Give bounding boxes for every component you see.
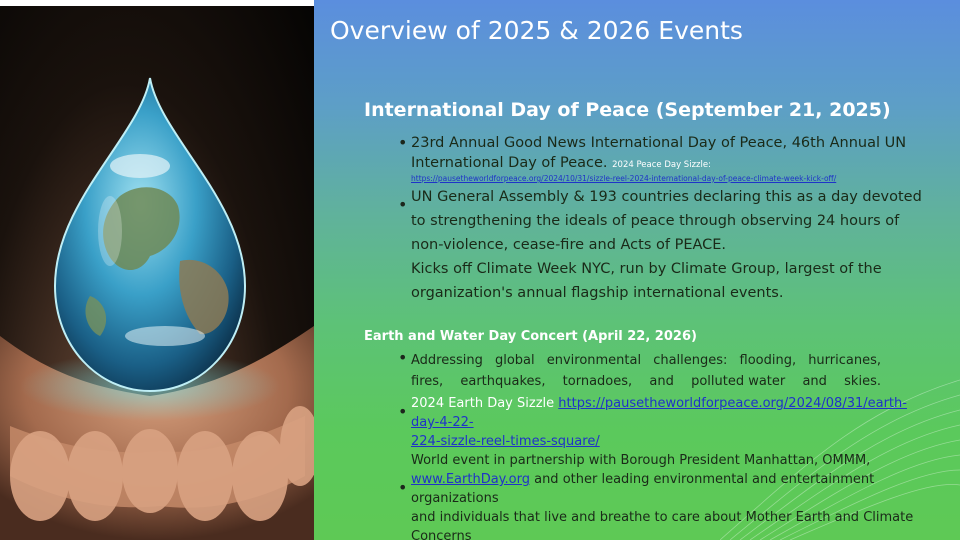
peace-sizzle-link[interactable]: https://pausetheworldforpeace.org/2024/10/31/sizzle-reel-2024-international-day-of-peace-climate-week-kick-off/ xyxy=(411,174,837,183)
word: hurricanes, xyxy=(808,353,881,368)
bullet xyxy=(398,360,406,368)
earth-day-heading: Earth and Water Day Concert (April 22, 2026) xyxy=(364,329,697,344)
earth-sizzle-label: 2024 Earth Day Sizzle xyxy=(411,396,555,411)
content-panel xyxy=(314,0,960,540)
bullet xyxy=(398,414,406,422)
word: and xyxy=(649,374,674,389)
word: global xyxy=(494,353,535,368)
word: and xyxy=(802,374,827,389)
peace-item-2-line-2: to strengthening the ideals of peace through observing 24 hours of xyxy=(411,213,900,229)
earth-item-3-line-1: World event in partnership with Borough President Manhattan, OMMM, xyxy=(411,453,871,468)
word: flooding, xyxy=(739,353,797,368)
word: environmental xyxy=(546,353,642,368)
earth-item-1 xyxy=(411,350,881,392)
earth-drop-photo xyxy=(0,6,314,540)
peace-item-3-line-1: Kicks off Climate Week NYC, run by Climate Group, largest of the xyxy=(411,261,882,277)
word: tornadoes, xyxy=(562,374,633,389)
peace-item-2-line-1: UN General Assembly & 193 countries declaring this as a day devoted xyxy=(411,189,922,205)
bullet xyxy=(398,145,406,153)
earth-item-3-line-2 xyxy=(411,470,931,508)
peace-item-2-line-3: non-violence, cease-fire and Acts of PEACE. xyxy=(411,237,727,253)
earth-item-3-line-2-text: and other leading environmental and entertainment organizations xyxy=(411,472,875,506)
earth-item-2 xyxy=(411,394,931,540)
earth-item-1-line-2 xyxy=(411,371,881,392)
word: Addressing xyxy=(411,353,483,368)
peace-item-2 xyxy=(411,185,922,305)
word: challenges: xyxy=(653,353,728,368)
word: skies. xyxy=(844,374,881,389)
earth-sizzle-line-1 xyxy=(411,394,931,432)
bullet xyxy=(398,207,406,215)
earth-item-3-line-3: and individuals that live and breathe to care about Mother Earth and Climate Concerns xyxy=(411,510,914,540)
bullet xyxy=(398,490,406,498)
peace-day-heading: International Day of Peace (September 21, 2025) xyxy=(364,99,891,121)
word: earthquakes, xyxy=(460,374,546,389)
slide-title: Overview of 2025 & 2026 Events xyxy=(330,16,743,45)
peace-sizzle-label: 2024 Peace Day Sizzle: xyxy=(612,160,711,170)
peace-item-1 xyxy=(411,133,906,175)
earth-sizzle-link[interactable]: https://pausetheworldforpeace.org/2024/08/31/earth-day-4-22- xyxy=(411,396,907,430)
word: polluted water xyxy=(691,374,786,389)
peace-item-1-line-1: 23rd Annual Good News International Day of Peace, 46th Annual UN xyxy=(411,135,907,151)
earthday-link[interactable]: www.EarthDay.org xyxy=(411,472,530,487)
peace-item-1-line-2 xyxy=(411,153,906,175)
word: fires, xyxy=(411,374,444,389)
earth-sizzle-link-continued[interactable]: 224-sizzle-reel-times-square/ xyxy=(411,434,600,449)
earth-item-1-line-1 xyxy=(411,350,881,371)
peace-item-1-text: International Day of Peace. xyxy=(411,155,608,171)
earth-water-drop-icon xyxy=(0,6,314,540)
peace-item-3-line-2: organization's annual flagship international events. xyxy=(411,285,784,301)
